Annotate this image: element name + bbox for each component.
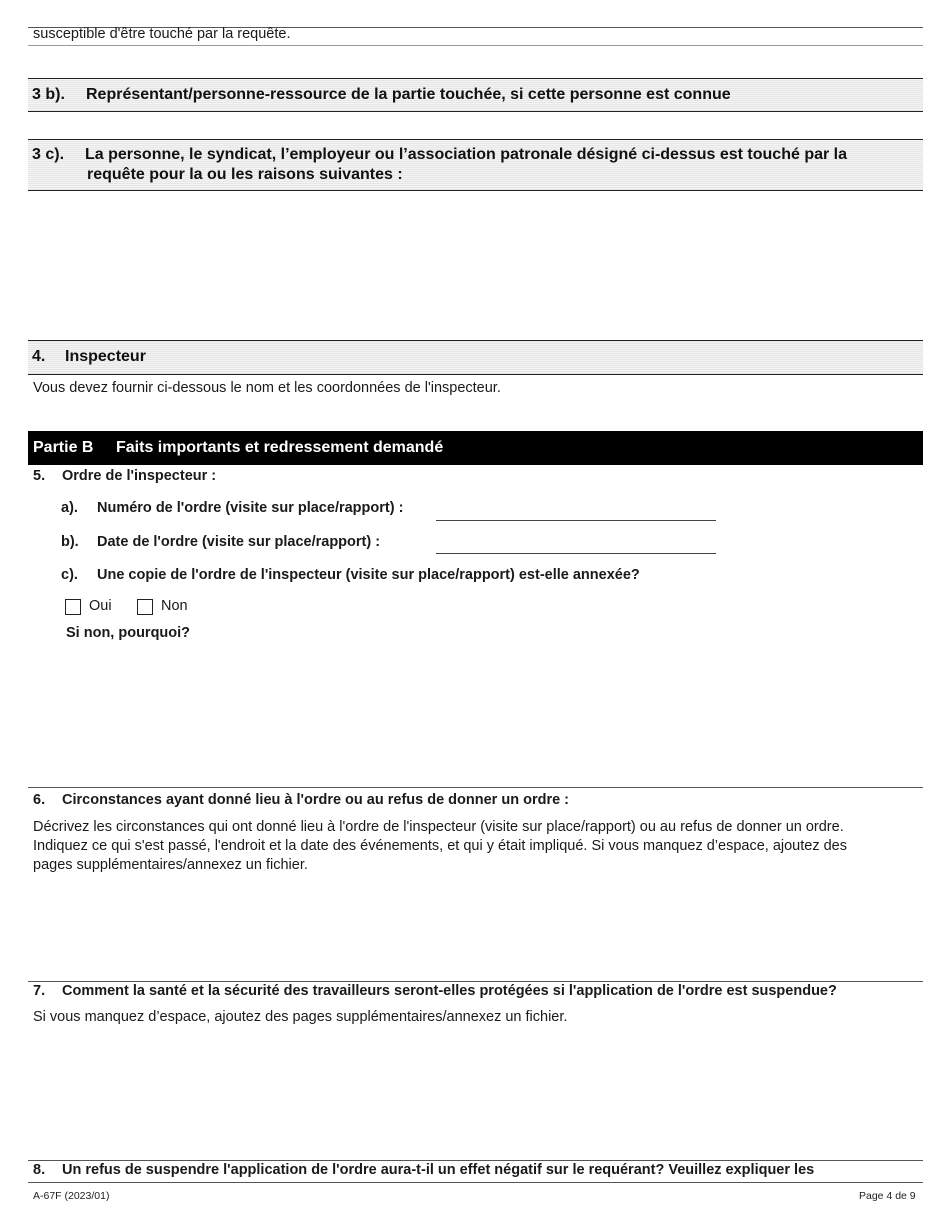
section-3b-number: 3 b). [32, 86, 65, 103]
section-4-header [28, 340, 923, 375]
section-8-rule [28, 1160, 923, 1161]
section-8-number: 8. [33, 1162, 46, 1178]
part-b-title: Faits importants et redressement demandé [116, 439, 444, 456]
order-number-field[interactable] [436, 520, 716, 521]
section-4-title: Inspecteur [65, 348, 146, 365]
section-5a-number: a). [61, 500, 78, 516]
section-6-response-area[interactable] [28, 878, 923, 978]
section-5-number: 5. [33, 468, 46, 484]
section-4-instruction: Vous devez fournir ci-dessous le nom et les coordonnées de l'inspecteur. [33, 380, 501, 396]
section-3c-response-area[interactable] [28, 193, 923, 338]
section-3c-header [28, 139, 923, 191]
section-3c-title-line1: La personne, le syndicat, l’employeur ou l’association patronale désigné ci-dessus est touché par la [85, 146, 847, 163]
section-5b-label: Date de l'ordre (visite sur place/rapport) : [97, 534, 381, 550]
no-checkbox[interactable] [137, 599, 153, 615]
section-7-title: Comment la santé et la sécurité des travailleurs seront-elles protégées si l'application de l'ordre est suspendue? [62, 983, 837, 999]
order-date-field[interactable] [436, 553, 716, 554]
section-3b-title: Représentant/personne-ressource de la partie touchée, si cette personne est connue [86, 86, 731, 103]
section-8-title: Un refus de suspendre l'application de l'ordre aura-t-il un effet négatif sur le requérant? Veuillez expliquer les [62, 1162, 815, 1178]
section-5a-label: Numéro de l'ordre (visite sur place/rapport) : [97, 500, 404, 516]
yes-label: Oui [89, 598, 112, 614]
section-6-number: 6. [33, 792, 46, 808]
section-5c-number: c). [61, 567, 78, 583]
section-7-instruction: Si vous manquez d’espace, ajoutez des pages supplémentaires/annexez un fichier. [33, 1009, 568, 1025]
section-6-rule [28, 787, 923, 788]
no-label: Non [161, 598, 188, 614]
section-5b-number: b). [61, 534, 79, 550]
section-7-response-area[interactable] [28, 1030, 923, 1158]
section-6-line2: Indiquez ce qui s'est passé, l'endroit et la date des événements, et qui y était impliqué. Si vous manquez d’espace, ajoutez des [33, 838, 847, 854]
section-3c-title-line2: requête pour la ou les raisons suivantes : [87, 166, 403, 183]
section-7-number: 7. [33, 983, 46, 999]
part-b-header [28, 431, 923, 465]
yes-checkbox[interactable] [65, 599, 81, 615]
section-3c-number: 3 c). [32, 146, 65, 163]
continuation-rule [28, 45, 923, 46]
section-3b-header [28, 78, 923, 112]
section-5-title: Ordre de l'inspecteur : [62, 468, 217, 484]
footer-rule [28, 1182, 923, 1183]
part-b-label: Partie B [33, 439, 94, 456]
page-number: Page 4 de 9 [859, 1190, 916, 1202]
if-no-response-area[interactable] [28, 646, 923, 784]
section-6-title: Circonstances ayant donné lieu à l'ordre ou au refus de donner un ordre : [62, 792, 570, 808]
continuation-text: susceptible d'être touché par la requête. [33, 26, 291, 42]
form-id: A-67F (2023/01) [33, 1190, 110, 1202]
section-4-number: 4. [32, 348, 46, 365]
if-no-label: Si non, pourquoi? [66, 625, 191, 641]
section-5c-label: Une copie de l'ordre de l'inspecteur (visite sur place/rapport) est-elle annexée? [97, 567, 640, 583]
section-6-line3: pages supplémentaires/annexez un fichier. [33, 857, 308, 873]
section-7-rule [28, 981, 923, 982]
section-6-line1: Décrivez les circonstances qui ont donné lieu à l'ordre de l'inspecteur (visite sur place/rapport) ou au refus de donner un ordre. [33, 819, 844, 835]
